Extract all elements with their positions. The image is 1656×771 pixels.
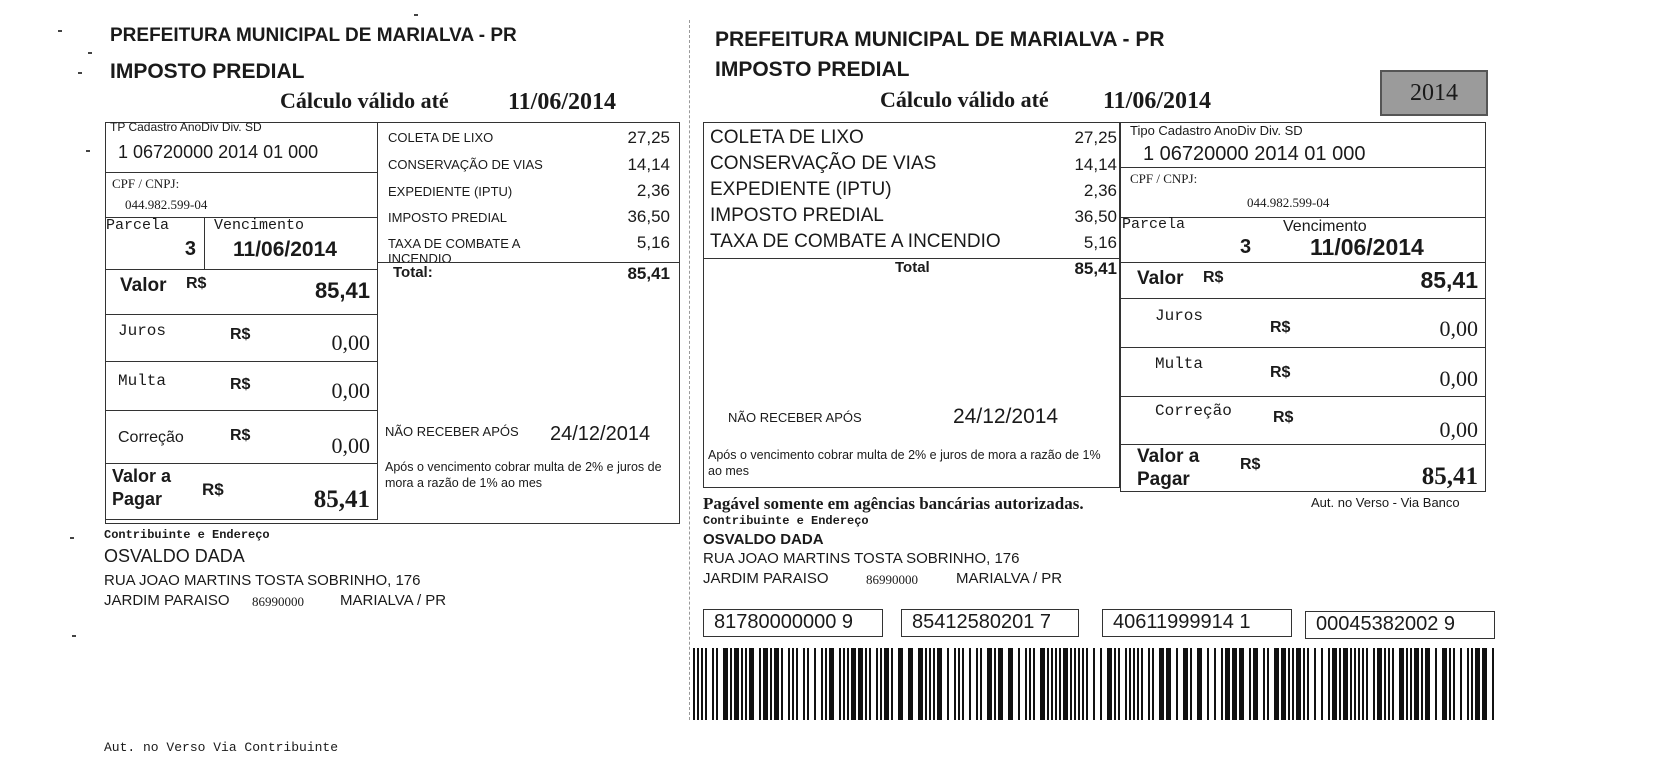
scan-speck xyxy=(70,537,74,539)
left-footer-note: Aut. no Verso Via Contribuinte xyxy=(104,740,339,755)
barcode-bar xyxy=(1059,648,1061,720)
barcode-bar xyxy=(987,648,992,720)
left-valor-label: Valor xyxy=(120,275,167,296)
barcode-bar xyxy=(1406,648,1408,720)
right-late-notice: Após o vencimento cobrar multa de 2% e juros de mora a razão de 1% ao mes xyxy=(708,448,1101,478)
barcode-bar xyxy=(884,648,889,720)
right-total-value: 85,41 xyxy=(1074,259,1117,278)
right-aut-verso-banco: Aut. no Verso - Via Banco xyxy=(1311,495,1460,510)
left-item-label: TAXA DE COMBATE A INCENDIO xyxy=(388,236,520,262)
barcode-bar xyxy=(712,648,714,720)
barcode-bar xyxy=(998,648,1003,720)
barcode-bar xyxy=(1392,648,1394,720)
barcode-bar xyxy=(1410,648,1412,720)
barcode-bar xyxy=(1281,648,1286,720)
barcode-bar xyxy=(1190,648,1192,720)
barcode-bar xyxy=(1435,648,1437,720)
right-calc-date: 11/06/2014 xyxy=(1103,88,1212,114)
right-item-value: 27,25 xyxy=(1074,128,1117,147)
barcode-bar xyxy=(1492,648,1494,720)
left-cadastro-header: TP Cadastro AnoDiv Div. SD xyxy=(110,120,262,134)
barcode-bar xyxy=(1449,648,1451,720)
right-address-neighborhood: JARDIM PARAISO xyxy=(703,570,829,587)
barcode-bar xyxy=(1339,648,1341,720)
digitable-code-4: 00045382002 9 xyxy=(1305,611,1495,639)
left-valor-pagar-label1: Valor a xyxy=(112,466,172,486)
barcode-bar xyxy=(876,648,878,720)
barcode-bar xyxy=(701,648,703,720)
barcode-bar xyxy=(803,648,805,720)
barcode-bar xyxy=(1197,648,1202,720)
barcode-bar xyxy=(1047,648,1049,720)
barcode-bar xyxy=(929,648,931,720)
left-item-label: EXPEDIENTE (IPTU) xyxy=(388,184,513,199)
rule xyxy=(105,410,378,411)
barcode-bar xyxy=(1377,648,1382,720)
right-vencimento-value: 11/06/2014 xyxy=(1310,234,1424,260)
barcode-bar xyxy=(891,648,893,720)
left-item-label: CONSERVAÇÃO DE VIAS xyxy=(388,157,543,172)
barcode-bar xyxy=(1388,648,1390,720)
barcode-bar xyxy=(1086,648,1088,720)
right-pagavel-notice: Pagável somente em agências bancárias autorizadas. xyxy=(703,494,1084,513)
left-valor-currency: R$ xyxy=(186,275,207,292)
right-item-value: 2,36 xyxy=(1083,181,1117,200)
barcode-bar xyxy=(1343,648,1348,720)
right-correcao-label: Correção xyxy=(1155,402,1232,420)
right-valor-pagar-currency: R$ xyxy=(1240,456,1261,473)
left-nao-receber-date: 24/12/2014 xyxy=(550,423,651,445)
barcode-bar xyxy=(994,648,996,720)
barcode-bar xyxy=(1425,648,1430,720)
barcode-bar xyxy=(1362,648,1364,720)
right-valor-pagar-label2: Pagar xyxy=(1137,469,1190,490)
rule xyxy=(105,314,378,315)
left-nao-receber-label: NÃO RECEBER APÓS xyxy=(385,424,519,439)
barcode-bar xyxy=(1093,648,1095,720)
left-item-label: IMPOSTO PREDIAL xyxy=(388,210,507,225)
right-juros-currency: R$ xyxy=(1270,319,1291,336)
right-valor-pagar-label1: Valor a xyxy=(1137,446,1200,467)
barcode-bar xyxy=(1332,648,1337,720)
barcode-bar xyxy=(1384,648,1386,720)
rule xyxy=(1120,262,1486,263)
barcode-bar xyxy=(1100,648,1102,720)
scan-speck xyxy=(72,635,76,637)
barcode-bar xyxy=(937,648,942,720)
rule xyxy=(105,269,378,270)
barcode-bar xyxy=(1166,648,1171,720)
barcode-bar xyxy=(865,648,867,720)
left-correcao-label: Correção xyxy=(118,429,184,446)
barcode-bar xyxy=(1214,648,1216,720)
barcode-bar xyxy=(796,648,798,720)
digitable-code-2: 85412580201 7 xyxy=(901,609,1079,637)
barcode-bar xyxy=(1129,648,1131,720)
barcode-bar xyxy=(1232,648,1237,720)
scan-speck xyxy=(414,14,418,16)
right-valor-value: 85,41 xyxy=(1420,267,1478,293)
year-badge: 2014 xyxy=(1380,70,1488,116)
left-taxpayer-name: OSVALDO DADA xyxy=(104,546,245,566)
barcode-bar xyxy=(1152,648,1154,720)
barcode-bar xyxy=(1421,648,1423,720)
right-valor-currency: R$ xyxy=(1203,269,1224,286)
barcode-bar xyxy=(969,648,971,720)
left-multa-currency: R$ xyxy=(230,376,251,393)
rule xyxy=(105,172,378,173)
right-multa-value: 0,00 xyxy=(1439,366,1478,391)
left-valor-pagar-value: 85,41 xyxy=(313,486,370,513)
left-juros-value: 0,00 xyxy=(331,330,370,355)
barcode-bar xyxy=(933,648,935,720)
right-item-value: 14,14 xyxy=(1074,155,1117,174)
right-item-label: TAXA DE COMBATE A INCENDIO xyxy=(710,231,1001,252)
right-item-label: COLETA DE LIXO xyxy=(710,127,864,148)
right-valor-pagar-value: 85,41 xyxy=(1421,463,1478,490)
barcode-bar xyxy=(839,648,841,720)
left-address-cep: 86990000 xyxy=(252,594,304,609)
barcode-bar xyxy=(1296,648,1301,720)
left-valor-pagar-currency: R$ xyxy=(202,480,224,499)
left-item-value: 36,50 xyxy=(627,207,670,226)
rule xyxy=(378,262,680,263)
barcode-bar xyxy=(723,648,728,720)
barcode-bar xyxy=(1008,648,1013,720)
left-total-label: Total: xyxy=(393,264,433,281)
left-address-city: MARIALVA / PR xyxy=(340,592,447,609)
right-valor-label: Valor xyxy=(1137,268,1184,289)
barcode-bar xyxy=(1225,648,1230,720)
barcode-bar xyxy=(716,648,718,720)
rule xyxy=(1120,298,1486,299)
barcode-bar xyxy=(1063,648,1068,720)
left-item-label: COLETA DE LIXO xyxy=(388,130,494,145)
left-address-neighborhood: JARDIM PARAISO xyxy=(104,592,230,609)
right-cadastro-header: Tipo Cadastro AnoDiv Div. SD xyxy=(1130,123,1303,138)
right-address-cep: 86990000 xyxy=(866,572,918,587)
barcode-bar xyxy=(1055,648,1057,720)
barcode-bar xyxy=(1288,648,1290,720)
rule xyxy=(105,463,378,464)
barcode-bar xyxy=(880,648,882,720)
rule xyxy=(105,361,378,362)
barcode-bar xyxy=(741,648,743,720)
barcode-bar xyxy=(1292,648,1294,720)
barcode-bar xyxy=(1183,648,1188,720)
left-calc-label: Cálculo válido até xyxy=(280,88,449,113)
barcode-bar xyxy=(1239,648,1244,720)
barcode-bar xyxy=(1475,648,1480,720)
barcode-bar xyxy=(1482,648,1487,720)
left-item-value: 27,25 xyxy=(627,128,670,147)
barcode-bar xyxy=(958,648,960,720)
left-parcela-label: Parcela xyxy=(106,217,170,234)
right-nao-receber-label: NÃO RECEBER APÓS xyxy=(728,410,862,425)
barcode-bar xyxy=(869,648,871,720)
left-correcao-value: 0,00 xyxy=(331,433,370,458)
barcode-bar xyxy=(807,648,809,720)
left-correcao-currency: R$ xyxy=(230,427,251,444)
rule xyxy=(1120,167,1486,168)
scan-speck xyxy=(78,72,82,74)
barcode-bar xyxy=(763,648,768,720)
barcode-bar xyxy=(1253,648,1258,720)
barcode-bar xyxy=(1207,648,1209,720)
left-vencimento-value: 11/06/2014 xyxy=(233,238,337,261)
right-parcela-value: 3 xyxy=(1240,236,1252,258)
barcode-bar xyxy=(1078,648,1080,720)
barcode-bar xyxy=(947,648,949,720)
barcode-bar xyxy=(792,648,794,720)
right-item-label: EXPEDIENTE (IPTU) xyxy=(710,179,892,200)
barcode-bar xyxy=(976,648,978,720)
right-nao-receber-date: 24/12/2014 xyxy=(953,405,1059,428)
scan-speck xyxy=(88,52,92,54)
rule xyxy=(204,217,205,269)
barcode-bar xyxy=(1414,648,1419,720)
left-multa-label: Multa xyxy=(118,372,167,390)
barcode-bar xyxy=(1263,648,1265,720)
right-address-city: MARIALVA / PR xyxy=(956,570,1063,587)
barcode-bar xyxy=(1328,648,1330,720)
scan-speck xyxy=(58,30,62,32)
barcode-bar xyxy=(1141,648,1143,720)
left-cpf-value: 044.982.599-04 xyxy=(125,197,208,212)
barcode-bar xyxy=(925,648,927,720)
right-juros-label: Juros xyxy=(1155,307,1204,325)
barcode-bar xyxy=(1249,648,1251,720)
barcode-bar xyxy=(1303,648,1305,720)
right-cpf-label: CPF / CNPJ: xyxy=(1130,171,1198,186)
right-vencimento-label: Vencimento xyxy=(1283,218,1367,235)
barcode-bar xyxy=(693,648,695,720)
left-juros-currency: R$ xyxy=(230,326,251,343)
barcode-bar xyxy=(1107,648,1112,720)
barcode-bar xyxy=(1354,648,1356,720)
right-multa-label: Multa xyxy=(1155,355,1204,373)
rule xyxy=(1120,396,1486,397)
right-correcao-value: 0,00 xyxy=(1439,417,1478,442)
barcode-bar xyxy=(1040,648,1045,720)
barcode-bar xyxy=(781,648,783,720)
barcode-bar xyxy=(1025,648,1027,720)
left-cpf-label: CPF / CNPJ: xyxy=(112,176,180,191)
right-tax-name: IMPOSTO PREDIAL xyxy=(715,58,910,81)
right-correcao-currency: R$ xyxy=(1273,409,1294,426)
barcode-bar xyxy=(898,648,903,720)
barcode-bar xyxy=(918,648,923,720)
barcode-bar xyxy=(1453,648,1455,720)
left-calc-date: 11/06/2014 xyxy=(508,89,617,115)
barcode-bar xyxy=(697,648,699,720)
barcode-bar xyxy=(1133,648,1135,720)
barcode-bar xyxy=(1373,648,1375,720)
right-calc-label: Cálculo válido até xyxy=(880,87,1049,112)
left-parcela-value: 3 xyxy=(184,238,196,260)
barcode-bar xyxy=(1033,648,1035,720)
barcode-bar xyxy=(908,648,913,720)
left-juros-label: Juros xyxy=(118,322,167,340)
left-valor-pagar-label2: Pagar xyxy=(112,489,163,509)
barcode-bar xyxy=(1366,648,1368,720)
barcode-bar xyxy=(825,648,827,720)
left-item-value: 2,36 xyxy=(636,181,670,200)
barcode-bar xyxy=(1051,648,1053,720)
barcode-bar xyxy=(1471,648,1473,720)
right-taxpayer-name: OSVALDO DADA xyxy=(703,531,824,548)
left-municipality-title: PREFEITURA MUNICIPAL DE MARIALVA - PR xyxy=(110,25,517,46)
barcode-bar xyxy=(829,648,834,720)
barcode-bar xyxy=(1467,648,1469,720)
barcode-bar xyxy=(1114,648,1116,720)
left-address-line1: RUA JOAO MARTINS TOSTA SOBRINHO, 176 xyxy=(104,572,421,589)
left-cadastro-value: 1 06720000 2014 01 000 xyxy=(118,142,319,162)
scan-speck xyxy=(86,150,90,152)
barcode-bar xyxy=(1029,648,1031,720)
barcode-bar xyxy=(1118,648,1120,720)
barcode-bar xyxy=(847,648,849,720)
barcode-bar xyxy=(858,648,863,720)
cut-line xyxy=(689,20,690,720)
digitable-code-3: 40611999914 1 xyxy=(1102,609,1292,637)
right-cadastro-value: 1 06720000 2014 01 000 xyxy=(1143,143,1366,165)
barcode-bar xyxy=(759,648,761,720)
left-contribuinte-label: Contribuinte e Endereço xyxy=(104,528,270,542)
barcode-bar xyxy=(1460,648,1462,720)
barcode-bar xyxy=(734,648,739,720)
right-item-label: CONSERVAÇÃO DE VIAS xyxy=(710,153,937,174)
right-juros-value: 0,00 xyxy=(1439,316,1478,341)
right-item-value: 5,16 xyxy=(1083,233,1117,252)
barcode-bar xyxy=(1350,648,1352,720)
right-multa-currency: R$ xyxy=(1270,364,1291,381)
barcode xyxy=(693,648,1495,720)
barcode-bar xyxy=(1082,648,1084,720)
barcode-bar xyxy=(1125,648,1127,720)
rule xyxy=(1120,347,1486,348)
left-vencimento-label: Vencimento xyxy=(214,217,305,234)
left-valor-value: 85,41 xyxy=(314,278,370,303)
barcode-bar xyxy=(745,648,747,720)
barcode-bar xyxy=(1159,648,1164,720)
barcode-bar xyxy=(1442,648,1447,720)
barcode-bar xyxy=(1070,648,1072,720)
right-cpf-value: 044.982.599-04 xyxy=(1247,195,1330,210)
barcode-bar xyxy=(1137,648,1139,720)
right-address-line1: RUA JOAO MARTINS TOSTA SOBRINHO, 176 xyxy=(703,550,1020,567)
barcode-bar xyxy=(962,648,964,720)
right-item-label: IMPOSTO PREDIAL xyxy=(710,205,884,226)
right-item-value: 36,50 xyxy=(1074,207,1117,226)
barcode-bar xyxy=(1358,648,1360,720)
right-contribuinte-label: Contribuinte e Endereço xyxy=(703,514,869,528)
barcode-bar xyxy=(1314,648,1316,720)
barcode-bar xyxy=(1307,648,1309,720)
barcode-bar xyxy=(749,648,754,720)
barcode-bar xyxy=(980,648,982,720)
barcode-bar xyxy=(730,648,732,720)
barcode-bar xyxy=(1176,648,1178,720)
right-parcela-label: Parcela xyxy=(1122,216,1186,233)
barcode-bar xyxy=(788,648,790,720)
barcode-bar xyxy=(1274,648,1279,720)
barcode-bar xyxy=(1148,648,1150,720)
left-total-value: 85,41 xyxy=(627,264,670,283)
barcode-bar xyxy=(821,648,823,720)
right-total-label: Total xyxy=(895,259,930,276)
rule xyxy=(1120,444,1486,445)
barcode-bar xyxy=(954,648,956,720)
barcode-bar xyxy=(705,648,707,720)
barcode-bar xyxy=(814,648,816,720)
left-late-notice: Após o vencimento cobrar multa de 2% e juros de mora a razão de 1% ao mes xyxy=(385,460,662,490)
barcode-bar xyxy=(843,648,845,720)
barcode-bar xyxy=(770,648,772,720)
left-tax-name: IMPOSTO PREDIAL xyxy=(110,60,305,83)
barcode-bar xyxy=(1074,648,1076,720)
right-municipality-title: PREFEITURA MUNICIPAL DE MARIALVA - PR xyxy=(715,28,1165,51)
left-item-value: 5,16 xyxy=(636,233,670,252)
barcode-bar xyxy=(1399,648,1404,720)
barcode-bar xyxy=(1018,648,1020,720)
left-item-value: 14,14 xyxy=(627,155,670,174)
barcode-bar xyxy=(851,648,856,720)
digitable-code-1: 81780000000 9 xyxy=(703,609,883,637)
barcode-bar xyxy=(1267,648,1269,720)
barcode-bar xyxy=(1221,648,1223,720)
barcode-bar xyxy=(1321,648,1323,720)
left-multa-value: 0,00 xyxy=(331,378,370,403)
barcode-bar xyxy=(774,648,779,720)
right-items-frame xyxy=(703,122,1120,488)
